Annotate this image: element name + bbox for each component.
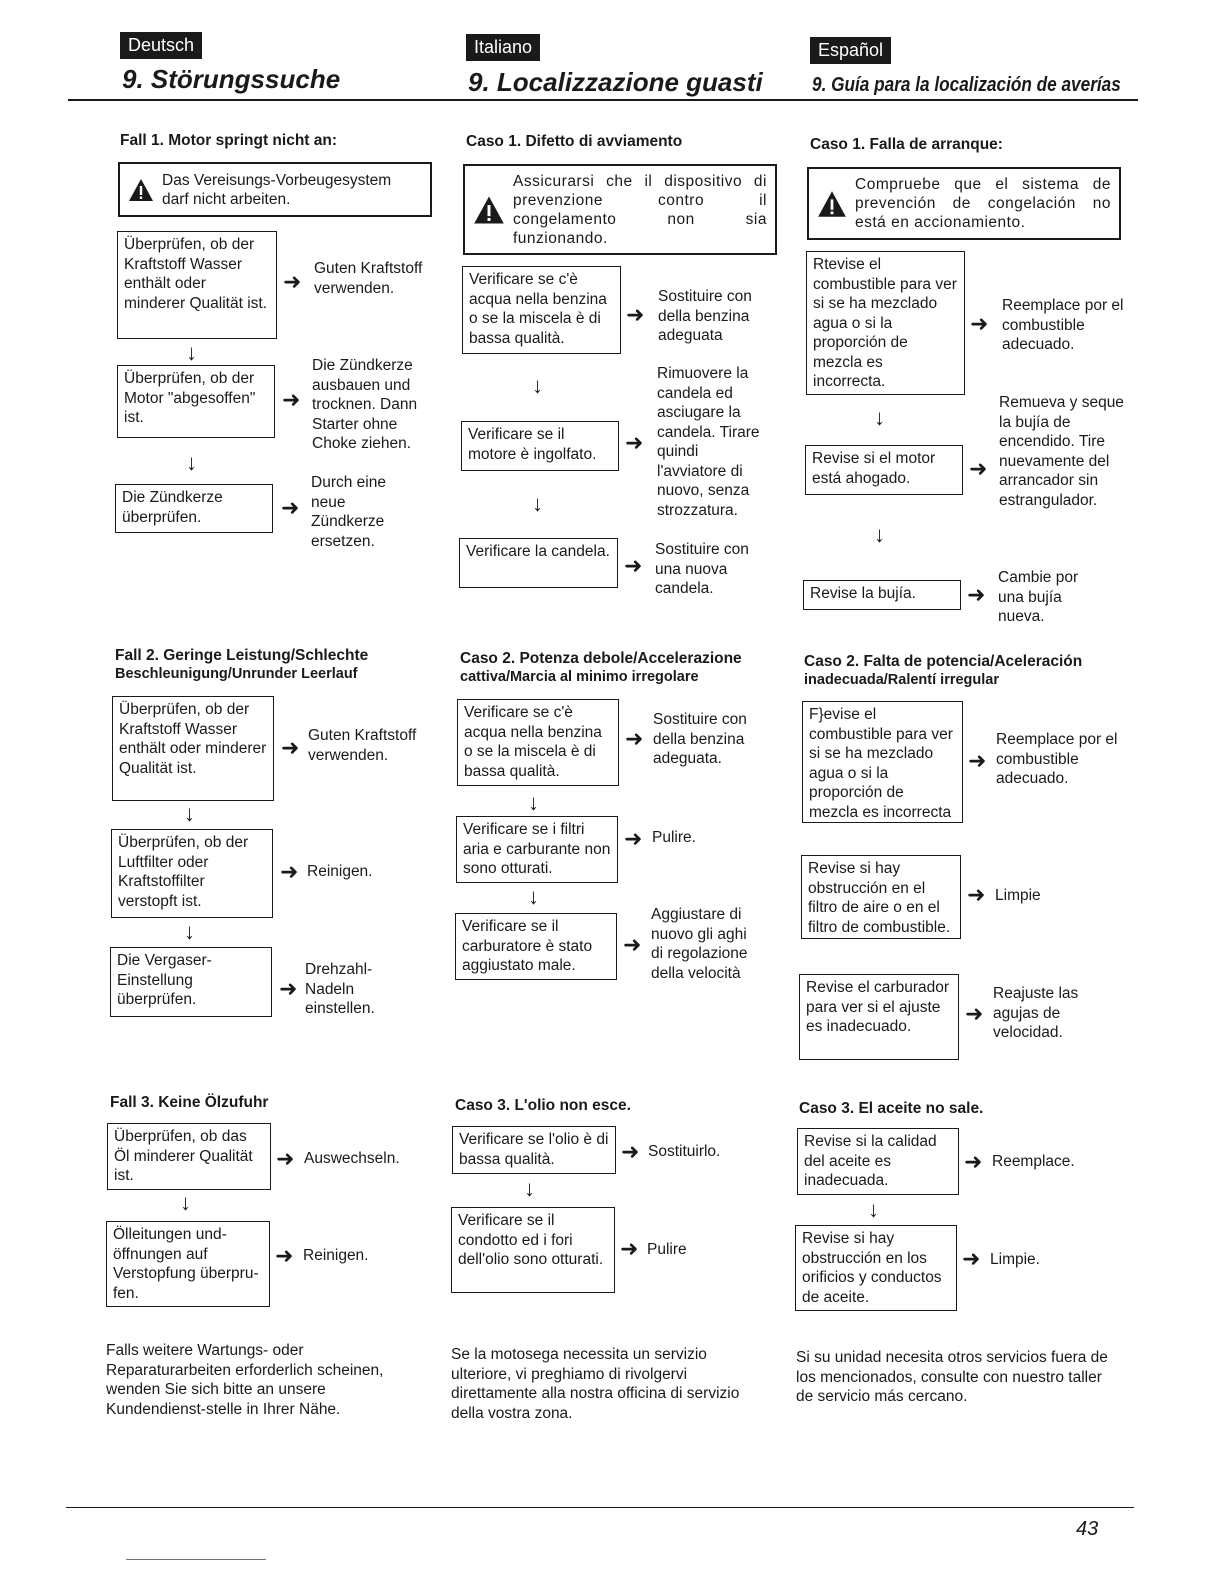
action-text: Sostituire con della benzina adeguata. — [653, 711, 747, 767]
arrow-down-icon: ↓ — [868, 1197, 879, 1222]
footer-blue-line — [126, 1559, 266, 1560]
arrow-down-icon: ↓ — [532, 373, 543, 398]
arrow-right-icon: ➜ — [283, 269, 302, 294]
service-note-it: Se la motosega necessita un servizio ulteriore, vi preghiamo di rivolgervi direttamente alla nostra officina di servizio della vostra zona. — [451, 1346, 740, 1422]
case-title-de-1: Fall 1. Motor springt nicht an: — [120, 132, 337, 149]
arrow-right-icon: ➜ — [279, 976, 298, 1001]
lang-tag-espanol: Español — [810, 37, 891, 64]
check-box: Revise si hay obstrucción en los orificios y conductos de aceite. — [795, 1225, 957, 1311]
check-box: Revise si la calidad del aceite es inadecuada. — [797, 1128, 959, 1195]
arrow-right-icon: ➜ — [964, 1149, 983, 1174]
lang-tag-deutsch: Deutsch — [120, 32, 202, 59]
action-text: Pulire — [647, 1241, 687, 1258]
case-title-line: inadecuada/Ralentí irregular — [804, 672, 1000, 688]
warning-box-es — [807, 167, 1121, 240]
check-box: Revise la bujía. — [803, 580, 961, 610]
case-title-es-1: Caso 1. Falla de arranque: — [810, 136, 1003, 153]
action-text: Limpie — [995, 887, 1041, 904]
action-text: Reinigen. — [307, 863, 373, 880]
check-box: F}evise el combustible para ver si se ha mezclado agua o si la proporción de mezcla es incorrecta — [802, 701, 963, 823]
arrow-right-icon: ➜ — [967, 582, 986, 607]
case-title-it-3: Caso 3. L'olio non esce. — [455, 1097, 631, 1114]
arrow-right-icon: ➜ — [625, 726, 644, 751]
case-title-de-3: Fall 3. Keine Ölzufuhr — [110, 1094, 269, 1111]
check-box: Verificare se il condotto ed i fori dell'olio sono otturati. — [451, 1207, 615, 1293]
check-box: Die Vergaser-Einstellung überprüfen. — [110, 947, 272, 1017]
action-text: Reajuste las agujas de velocidad. — [993, 985, 1079, 1041]
arrow-down-icon: ↓ — [186, 340, 197, 365]
action-text: Sostituire con una nuova candela. — [655, 541, 749, 597]
arrow-right-icon: ➜ — [276, 1146, 295, 1171]
action-text: Die Zündkerze ausbauen und trocknen. Dann Starter ohne Choke ziehen. — [312, 357, 418, 452]
header-rule — [68, 99, 1138, 101]
arrow-right-icon: ➜ — [969, 456, 988, 481]
arrow-right-icon: ➜ — [281, 735, 300, 760]
arrow-right-icon: ➜ — [282, 387, 301, 412]
arrow-down-icon: ↓ — [874, 405, 885, 430]
action-text: Aggiustare di nuovo gli aghi di regolazione della velocità — [651, 906, 748, 982]
arrow-down-icon: ↓ — [528, 884, 539, 909]
check-box: Die Zündkerze überprüfen. — [115, 484, 273, 533]
check-box: Ölleitungen und-öffnungen auf Verstopfung überpru-fen. — [106, 1221, 270, 1307]
check-box: Verificare la candela. — [459, 538, 618, 588]
lang-tag-italiano: Italiano — [466, 34, 540, 61]
warning-text: Das Vereisungs-Vorbeugesystem darf nicht arbeiten. — [162, 171, 392, 208]
check-box: Revise si hay obstrucción en el filtro de aire o en el filtro de combustible. — [801, 855, 961, 939]
case-title-line: Beschleunigung/Unrunder Leerlauf — [115, 666, 358, 682]
action-text: Limpie. — [990, 1251, 1040, 1268]
service-note-es: Si su unidad necesita otros servicios fuera de los mencionados, consulte con nuestro taller de servicio más cercano. — [796, 1349, 1108, 1405]
action-text: Rimuovere la candela ed asciugare la candela. Tirare quindi l'avviatore di nuovo, senza strozzatura. — [657, 365, 760, 519]
action-text: Reemplace por el combustible adecuado. — [1002, 297, 1124, 353]
case-title-es-2 — [804, 652, 1082, 690]
arrow-right-icon: ➜ — [962, 1246, 981, 1271]
action-text: Drehzahl-Nadeln einstellen. — [305, 961, 375, 1017]
check-box: Revise el carburador para ver si el ajuste es inadecuado. — [799, 974, 959, 1060]
warning-text: Compruebe que el sistema de prevención de congelación no está en accionamiento. — [855, 176, 1111, 231]
action-text: Remueva y seque la bujía de encendido. Tire nuevamente del arrancador sin estrangulador. — [999, 394, 1124, 509]
arrow-down-icon: ↓ — [528, 790, 539, 815]
arrow-right-icon: ➜ — [626, 302, 645, 327]
case-title-es-3: Caso 3. El aceite no sale. — [799, 1100, 984, 1117]
warning-icon — [473, 195, 505, 225]
case-title-line: Caso 2. Potenza debole/Accelerazione — [460, 650, 742, 667]
action-text: Reinigen. — [303, 1247, 369, 1264]
arrow-right-icon: ➜ — [968, 748, 987, 773]
case-title-line: Fall 2. Geringe Leistung/Schlechte — [115, 647, 369, 664]
section-title-es: 9. Guía para la localización de averías — [812, 74, 1121, 96]
warning-icon — [817, 190, 847, 218]
case-title-de-2 — [115, 646, 368, 684]
check-box: Rtevise el combustible para ver si se ha mezclado agua o si la proporción de mezcla es incorrecta. — [806, 251, 965, 395]
check-box: Verificare se l'olio è di bassa qualità. — [452, 1126, 616, 1174]
case-title-line: cattiva/Marcia al minimo irregolare — [460, 669, 699, 685]
section-title-it: 9. Localizzazione guasti — [468, 67, 763, 97]
arrow-right-icon: ➜ — [621, 1139, 640, 1164]
check-box: Überprüfen, ob der Kraftstoff Wasser enthält oder minderer Qualität ist. — [117, 231, 277, 339]
action-text: Auswechseln. — [304, 1150, 400, 1167]
arrow-down-icon: ↓ — [186, 450, 197, 475]
check-box: Überprüfen, ob der Kraftstoff Wasser enthält oder minderer Qualität ist. — [112, 696, 274, 801]
action-text: Reemplace. — [992, 1153, 1075, 1170]
action-text: Guten Kraftstoff verwenden. — [314, 260, 423, 297]
arrow-down-icon: ↓ — [524, 1176, 535, 1201]
arrow-right-icon: ➜ — [625, 430, 644, 455]
service-note-de: Falls weitere Wartungs- oder Reparaturarbeiten erforderlich scheinen, wenden Sie sich bitte an unsere Kundendienst-stelle in Ihrer Nähe. — [106, 1342, 384, 1418]
arrow-down-icon: ↓ — [184, 801, 195, 826]
action-text: Pulire. — [652, 829, 696, 846]
case-title-it-1: Caso 1. Difetto di avviamento — [466, 133, 683, 150]
arrow-right-icon: ➜ — [970, 311, 989, 336]
arrow-down-icon: ↓ — [874, 522, 885, 547]
action-text: Sostituire con della benzina adeguata — [658, 288, 752, 344]
section-title-de: 9. Störungssuche — [122, 64, 341, 94]
arrow-right-icon: ➜ — [624, 826, 643, 851]
action-text: Durch eine neue Zündkerze ersetzen. — [311, 474, 386, 550]
arrow-right-icon: ➜ — [620, 1236, 639, 1261]
case-title-it-2 — [460, 649, 742, 687]
check-box: Revise si el motor está ahogado. — [805, 445, 963, 495]
arrow-down-icon: ↓ — [532, 491, 543, 516]
check-box: Verificare se i filtri aria e carburante non sono otturati. — [456, 816, 618, 883]
case-title-line: Caso 2. Falta de potencia/Aceleración — [804, 653, 1083, 670]
warning-box-it — [463, 164, 777, 255]
arrow-down-icon: ↓ — [184, 919, 195, 944]
action-text: Cambie por una bujía nueva. — [998, 569, 1079, 625]
action-text: Sostituirlo. — [648, 1143, 721, 1160]
warning-text: Assicurarsi che il dispositivo di prevenzione contro il congelamento non sia funzionando. — [513, 172, 767, 247]
check-box: Überprüfen, ob das Öl minderer Qualität ist. — [107, 1123, 271, 1190]
arrow-down-icon: ↓ — [180, 1190, 191, 1215]
action-text: Reemplace por el combustible adecuado. — [996, 731, 1118, 787]
arrow-right-icon: ➜ — [624, 553, 643, 578]
arrow-right-icon: ➜ — [967, 882, 986, 907]
arrow-right-icon: ➜ — [281, 495, 300, 520]
arrow-right-icon: ➜ — [280, 859, 299, 884]
check-box: Verificare se c'è acqua nella benzina o se la miscela è di bassa qualità. — [462, 266, 621, 354]
arrow-right-icon: ➜ — [275, 1243, 294, 1268]
footer-rule — [66, 1507, 1134, 1508]
check-box: Verificare se il carburatore è stato aggiustato male. — [455, 913, 617, 980]
check-box: Überprüfen, ob der Motor "abgesoffen" ist. — [117, 365, 275, 438]
arrow-right-icon: ➜ — [965, 1001, 984, 1026]
page-number: 43 — [1076, 1518, 1099, 1540]
check-box: Verificare se c'è acqua nella benzina o se la miscela è di bassa qualità. — [457, 699, 619, 786]
check-box: Überprüfen, ob der Luftfilter oder Kraftstoffilter verstopft ist. — [111, 829, 273, 918]
warning-box-de — [118, 162, 432, 217]
action-text: Guten Kraftstoff verwenden. — [308, 727, 417, 764]
arrow-right-icon: ➜ — [623, 932, 642, 957]
check-box: Verificare se il motore è ingolfato. — [461, 421, 619, 471]
warning-icon — [128, 178, 154, 202]
